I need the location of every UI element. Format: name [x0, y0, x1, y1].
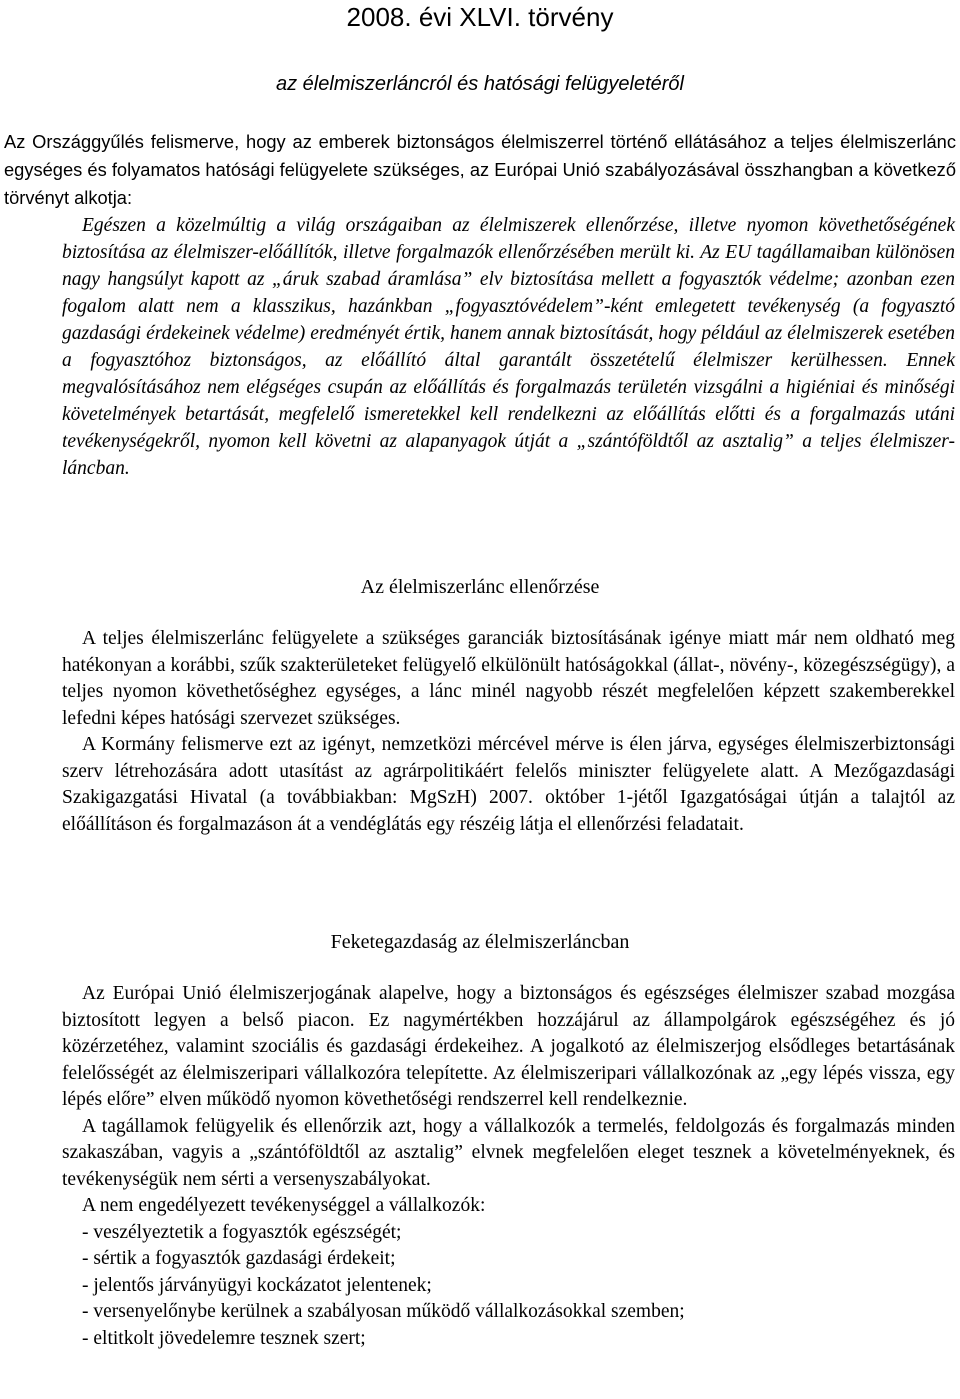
section2-paragraph-1: Az Európai Unió élelmiszerjogának alapelve, hogy a biztonságos és egészséges élelmiszer szabad mozgása biztosított legyen a belső piacon. Ez nagymértékben hozzájárul az állampolgárok egészségéhez és jó közérzetéhez, valamint szociális és gazdasági érdekeihez. A jogalkotó az élelmiszerjog elsődleges betartásának felelősségét az élelmiszeripari vállalkozóra telepítette. Az élelmiszeripari vállalkozónak az „egy lépés vissza, egy lépés előre” elven működő nyomon követhetőségi rendszerrel kell rendelkeznie.	[62, 983, 955, 1110]
preamble-part-2: Az EU tagállamaiban különösen nagy hangsúlyt kapott az „áruk szabad áramlása” elv biztosítása mellett a fogyasztók védelme; azonban ezen fogalom alatt nem a klasszikus, hazánkban „fogyasztóvédelem”-ként emlegetett tevékenység (a fogyasztó gazdasági érdekeinek védelme) eredményét értik, hanem annak biztosítását, hogy például az élelmiszerek esetében a fogyasztóhoz biztonságos, az előállító által garantált összetételű élelmiszer kerülhessen.	[62, 242, 955, 371]
list-intro: A nem engedélyezett tevékenységgel a vállalkozók:	[82, 1195, 486, 1216]
section1-paragraph-2: A Kormány felismerve ezt az igényt, nemzetközi mércével mérve is élen járva, egységes élelmiszerbiztonsági szerv létrehozására adott utasítást az agrárpolitikáért felelős miniszter felügyelete alatt. A Mezőgazdasági Szakigazgatási Hivatal (a továbbiakban: MgSzH) 2007. október 1-jétől Igazgatóságai útján a talajtól az előállításon és forgalmazáson át a vendéglátás egy részéig látja el ellenőrzési feladatait.	[62, 734, 955, 835]
list-item: - sértik a fogyasztók gazdasági érdekeit;	[82, 1248, 396, 1269]
section-heading-black-economy: Feketegazdaság az élelmiszerláncban	[330, 931, 630, 953]
section2-paragraph-2: A tagállamok felügyelik és ellenőrzik azt, hogy a vállalkozók a termelés, feldolgozás és forgalmazás minden szakaszában, vagyis a „szántóföldtől az asztalig” elvnek megfelelően eleget tesznek a követelményeknek, és tevékenységük nem sérti a versenyszabályokat.	[62, 1115, 955, 1190]
law-title: 2008. évi XLVI. törvény	[346, 2, 614, 32]
enacting-clause: Az Országgyűlés felismerve, hogy az emberek biztonságos élelmiszerrel történő ellátásához a teljes élelmiszerlánc egységes és folyamatos hatósági felügyelete szükséges, az Európai Unió szabályozásával összhangban a következő törvényt alkotja:	[4, 131, 956, 208]
consequence-list	[62, 1220, 955, 1353]
preamble-paragraph	[62, 212, 955, 482]
preamble-part-3: Ennek megvalósításához nem elégséges csupán az előállítás és forgalmazás területén vizsgálni a higiéniai és minőségi követelmények betartását, megfelelő ismeretekkel kell rendelkezni az előállítás előtti és a forgalmazás utáni tevékenységekről, nyomon kell követni az alapanyagok útját a „szántóföldtől az asztalig” a teljes élelmiszer-láncban.	[62, 350, 955, 479]
section-black-economy	[62, 981, 955, 1352]
list-item: - veszélyeztetik a fogyasztók egészségét;	[82, 1221, 402, 1243]
list-item: - versenyelőnybe kerülnek a szabályosan működő vállalkozásokkal szemben;	[82, 1301, 685, 1322]
section-heading-food-chain-control: Az élelmiszerlánc ellenőrzése	[360, 576, 600, 598]
section1-paragraph-1: A teljes élelmiszerlánc felügyelete a szükséges garanciák biztosításának igénye miatt már nem oldható meg hatékonyan a korábbi, szűk szakterületeket felügyelő elkülönült hatóságokkal (állat-, növény-, közegészségügy), a teljes nyomon követhetőséghez egységes, a lánc minél nagyobb részét megfelelően képzett szakemberekkel lefedni képes hatósági szervezet szükséges.	[62, 628, 955, 729]
section-food-chain-control	[62, 626, 955, 838]
list-item: - jelentős járványügyi kockázatot jelentenek;	[82, 1274, 432, 1296]
list-item: - eltitkolt jövedelemre tesznek szert;	[82, 1327, 366, 1349]
law-subtitle: az élelmiszerláncról és hatósági felügyeletéről	[276, 73, 684, 95]
preamble-part-1: Egészen a közelmúltig a világ országaiban az élelmiszerek ellenőrzése, illetve nyomon követhetőségének biztosítása az élelmiszer-előállítók, illetve forgalmazók ellenőrzésében merült ki.	[62, 215, 955, 263]
